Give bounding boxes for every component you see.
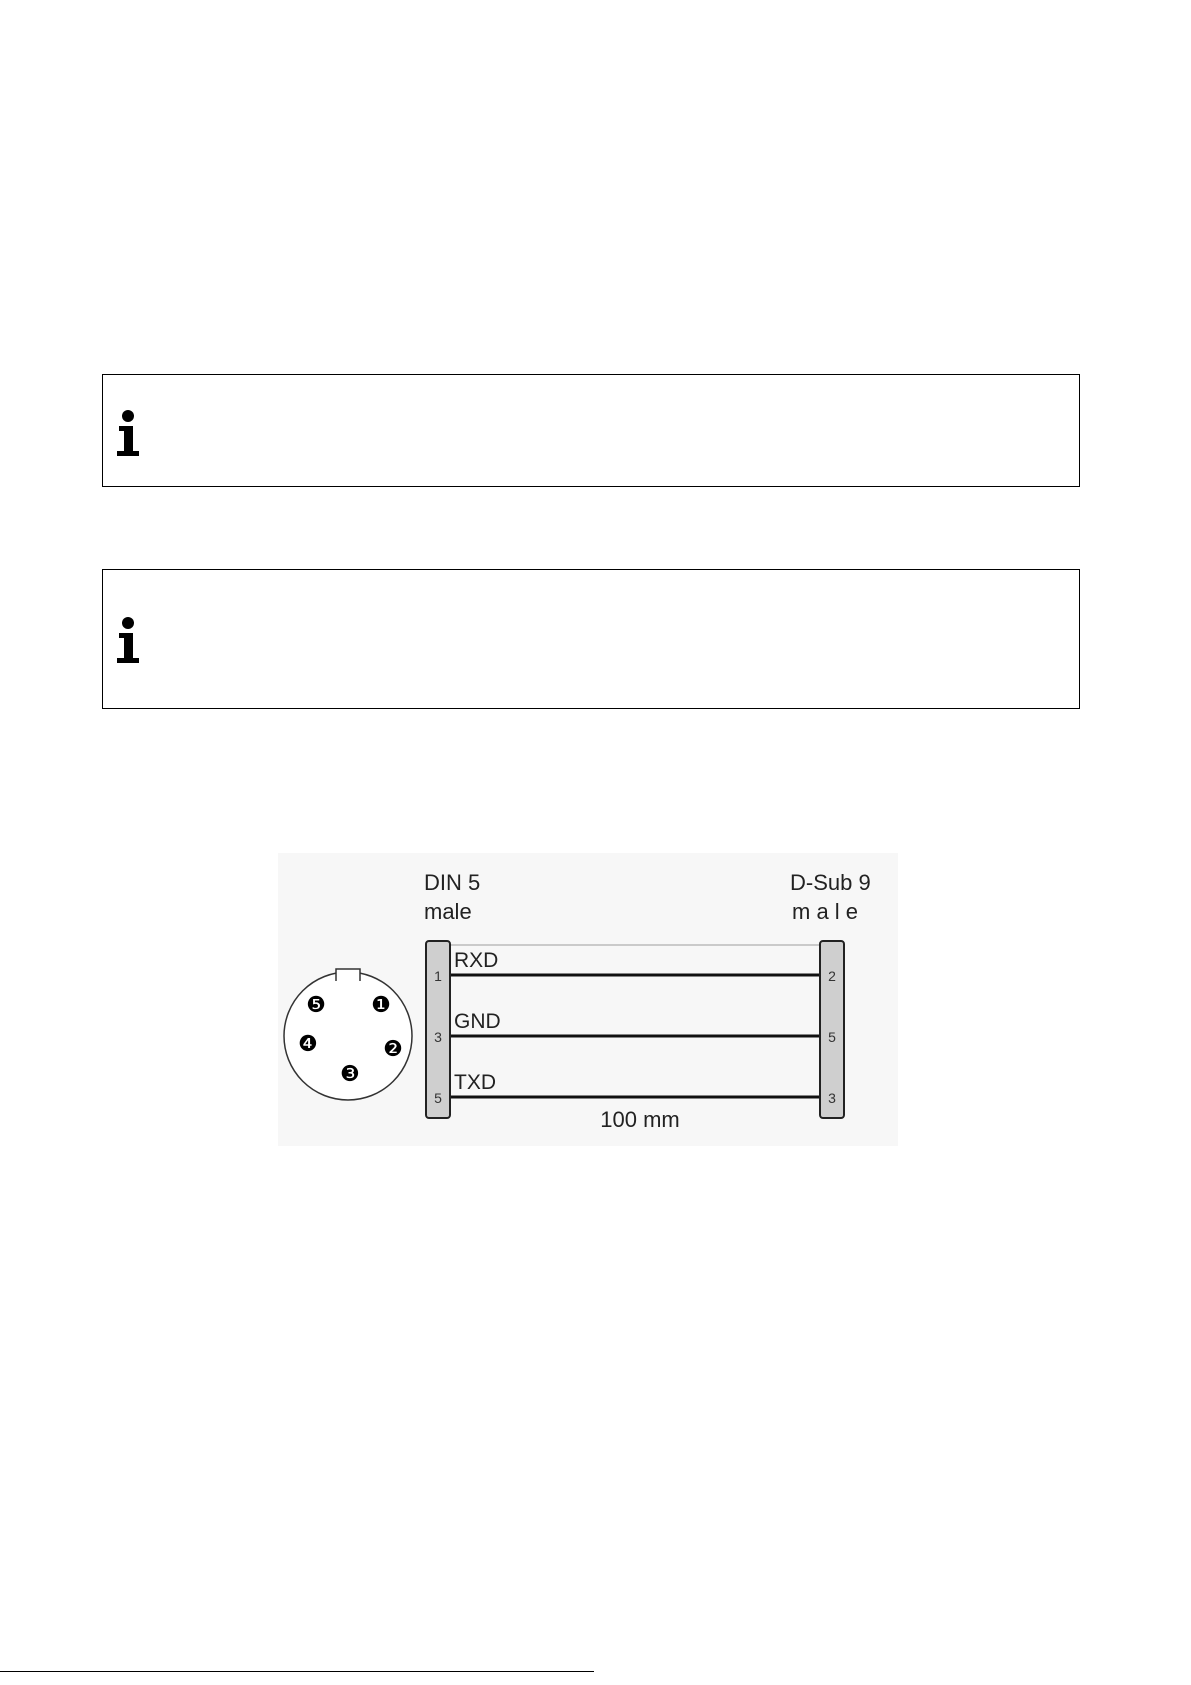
din-connector-name: DIN 5 xyxy=(424,870,481,895)
info-icon xyxy=(115,616,141,664)
footnote-separator xyxy=(0,1671,594,1672)
dsub-pin-number-txd: 3 xyxy=(828,1090,836,1106)
signal-label-gnd: GND xyxy=(454,1010,501,1033)
din-pin-5: ❺ xyxy=(306,993,326,1018)
signal-label-txd: TXD xyxy=(454,1071,496,1094)
din-pin-number-txd: 5 xyxy=(434,1090,442,1106)
info-icon xyxy=(115,409,141,457)
din-pin-1: ❶ xyxy=(371,993,391,1018)
info-note-box xyxy=(102,569,1080,709)
din-pin-4: ❹ xyxy=(298,1032,318,1057)
dsub-pin-number-gnd: 5 xyxy=(828,1029,836,1045)
cable-wiring-diagram xyxy=(278,853,898,1146)
info-note-box xyxy=(102,374,1080,487)
dsub-connector-gender: m a l e xyxy=(792,899,859,924)
dsub-pin-number-rxd: 2 xyxy=(828,968,836,984)
din-pin-number-gnd: 3 xyxy=(434,1029,442,1045)
signal-label-rxd: RXD xyxy=(454,949,499,972)
cable-length-label: 100 mm xyxy=(600,1107,680,1132)
din-pin-2: ❷ xyxy=(383,1037,403,1062)
din-pin-3: ❸ xyxy=(340,1062,360,1087)
din-connector-gender: male xyxy=(424,899,472,924)
dsub-connector-name: D-Sub 9 xyxy=(790,870,871,895)
din-pin-number-rxd: 1 xyxy=(434,968,442,984)
